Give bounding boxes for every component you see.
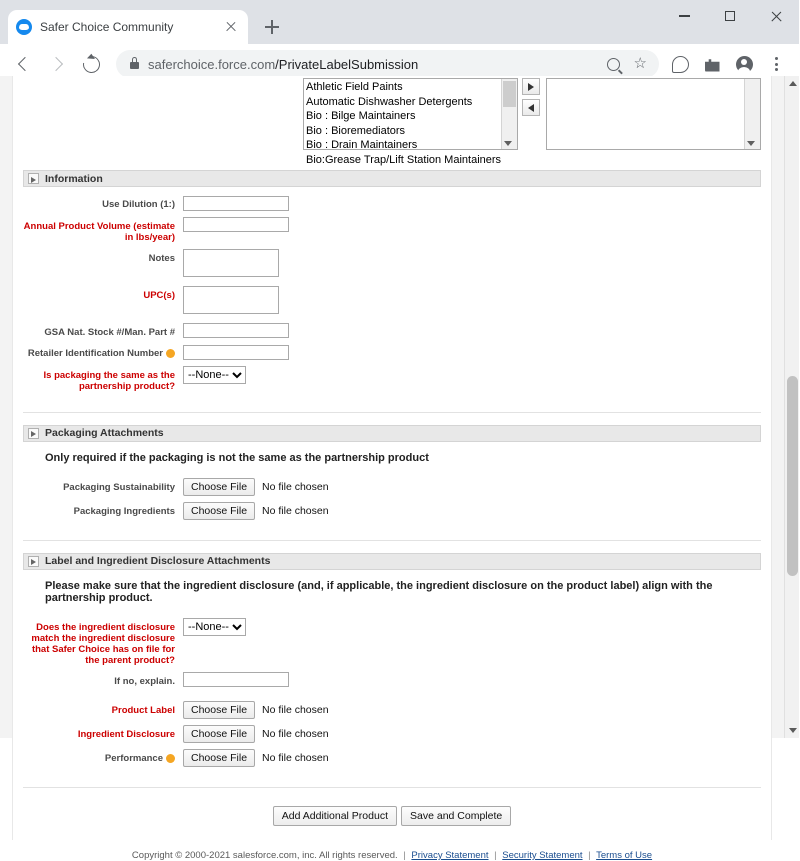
lock-icon xyxy=(130,62,139,69)
scroll-down-icon[interactable] xyxy=(747,141,755,146)
section-header-information[interactable] xyxy=(23,170,761,187)
profile-circle-icon xyxy=(672,56,689,73)
search-icon[interactable] xyxy=(607,58,620,71)
upcs-textarea[interactable] xyxy=(183,286,279,314)
move-left-icon xyxy=(528,104,534,112)
list-item[interactable]: Bio : Bioremediators xyxy=(306,124,406,137)
extensions-button[interactable] xyxy=(697,49,727,79)
list-item[interactable]: Athletic Field Paints xyxy=(306,81,403,93)
available-options-items xyxy=(304,79,517,168)
field-use-dilution xyxy=(23,195,761,211)
product-category-multiselect xyxy=(13,76,771,166)
chrome-menu-button[interactable] xyxy=(761,49,791,79)
field-gsa xyxy=(23,323,761,339)
field-disclosure-match xyxy=(23,618,761,666)
form-container xyxy=(12,76,772,840)
scrollbar-thumb[interactable] xyxy=(503,81,516,107)
use-dilution-input[interactable] xyxy=(183,196,289,211)
packaging-fields xyxy=(23,470,761,530)
packaging-note: Only required if the packaging is not the same as the partnership product xyxy=(45,451,429,464)
address-path: /PrivateLabelSubmission xyxy=(275,56,419,72)
address-text xyxy=(148,57,418,72)
extensions-puzzle-icon xyxy=(705,57,720,72)
list-item[interactable]: Bio : Bilge Maintainers xyxy=(306,110,416,123)
file-status: No file chosen xyxy=(262,504,329,517)
field-label: Ingredient Disclosure xyxy=(77,729,175,740)
profile-circle-button[interactable] xyxy=(665,49,695,79)
section-packaging-attachments xyxy=(23,425,761,530)
chrome-menu-icon xyxy=(768,56,784,72)
minimize-icon xyxy=(679,15,690,16)
retailer-id-input[interactable] xyxy=(183,345,289,360)
page-scrollbar[interactable] xyxy=(784,76,799,738)
field-label: Product Label xyxy=(111,705,175,716)
footer-separator: | xyxy=(403,850,406,861)
save-and-complete-button[interactable]: Save and Complete xyxy=(401,806,511,826)
field-packaging-same xyxy=(23,366,761,392)
add-additional-product-button[interactable]: Add Additional Product xyxy=(273,806,397,826)
scroll-up-icon xyxy=(789,81,797,86)
gsa-input[interactable] xyxy=(183,323,289,338)
list-item[interactable]: Bio : Drain Maintainers xyxy=(306,139,418,152)
address-bar[interactable] xyxy=(116,50,659,78)
file-status: No file chosen xyxy=(262,752,329,764)
forward-button[interactable] xyxy=(42,49,72,79)
section-title: Information xyxy=(45,172,103,185)
field-label-text: Retailer Identification Number xyxy=(27,348,163,359)
help-icon[interactable] xyxy=(166,349,175,358)
available-options-list[interactable] xyxy=(303,78,518,166)
field-performance xyxy=(23,749,761,767)
toolbar-right-icons xyxy=(665,49,791,79)
field-label: UPC(s) xyxy=(143,289,175,301)
field-label: Packaging Ingredients xyxy=(73,505,175,517)
if-no-explain-input[interactable] xyxy=(183,672,289,687)
field-upcs xyxy=(23,286,761,317)
scrollbar-thumb[interactable] xyxy=(787,376,798,576)
divider xyxy=(23,540,761,541)
packaging-same-select[interactable] xyxy=(183,366,246,384)
field-label-text: Performance xyxy=(104,753,163,764)
privacy-statement-link[interactable]: Privacy Statement xyxy=(411,850,489,861)
field-label: If no, explain. xyxy=(114,675,175,687)
section-information xyxy=(23,170,761,402)
choose-file-button[interactable]: Choose File xyxy=(183,725,255,743)
selected-options-list[interactable] xyxy=(546,78,761,150)
salesforce-cloud-icon xyxy=(16,19,32,35)
tab-strip xyxy=(0,0,799,44)
field-label: Packaging Sustainability xyxy=(63,481,175,493)
minimize-button[interactable] xyxy=(661,0,707,32)
window-controls xyxy=(661,0,799,32)
scroll-up-button[interactable] xyxy=(785,76,800,91)
disclosure-match-select[interactable] xyxy=(183,618,246,636)
field-ingredient-disclosure xyxy=(23,725,761,743)
list-item[interactable]: Automatic Dishwasher Detergents xyxy=(306,95,473,108)
field-label xyxy=(23,344,183,359)
account-avatar-icon xyxy=(736,56,753,73)
terms-of-use-link[interactable]: Terms of Use xyxy=(596,850,653,861)
annual-volume-input[interactable] xyxy=(183,217,289,232)
collapse-toggle-icon[interactable] xyxy=(28,428,39,439)
field-annual-volume xyxy=(23,217,761,243)
maximize-button[interactable] xyxy=(707,0,753,32)
form-action-buttons xyxy=(13,788,771,840)
section-title: Label and Ingredient Disclosure Attachments xyxy=(45,555,271,567)
choose-file-button[interactable]: Choose File xyxy=(183,478,255,496)
help-icon[interactable] xyxy=(166,754,175,763)
field-packaging-sustainability xyxy=(23,478,761,496)
scroll-down-icon xyxy=(789,728,797,733)
scroll-down-button[interactable] xyxy=(785,723,800,738)
account-button[interactable] xyxy=(729,49,759,79)
tab-title: Safer Choice Community xyxy=(40,20,174,34)
close-tab-icon[interactable] xyxy=(222,18,240,36)
footer-separator: | xyxy=(494,850,497,861)
field-label: Is packaging the same as the partnership product? xyxy=(43,369,175,392)
field-retailer-id xyxy=(23,344,761,360)
selected-list-scrollbar[interactable] xyxy=(744,79,760,149)
file-status: No file chosen xyxy=(262,704,329,716)
information-fields xyxy=(23,187,761,402)
copyright-text: Copyright © 2000-2021 salesforce.com, inc. All rights reserved. xyxy=(131,850,398,861)
disclosure-note: Please make sure that the ingredient disclosure (and, if applicable, the ingredient disclosure on the product label) align with the partnership product. xyxy=(45,579,713,604)
security-statement-link[interactable]: Security Statement xyxy=(502,850,583,861)
field-label: Use Dilution (1:) xyxy=(102,199,175,210)
section-title: Packaging Attachments xyxy=(45,427,164,439)
notes-textarea[interactable] xyxy=(183,249,279,277)
file-status: No file chosen xyxy=(262,480,329,493)
field-label: Does the ingredient disclosure match the ingredient disclosure that Safer Choice has on file for the parent product? xyxy=(31,621,175,666)
address-domain: saferchoice.force.com xyxy=(148,56,276,72)
section-header-label-disclosure[interactable] xyxy=(23,553,761,570)
list-scrollbar[interactable] xyxy=(501,79,517,149)
collapse-toggle-icon[interactable] xyxy=(28,556,39,567)
file-status: No file chosen xyxy=(262,728,329,740)
field-label: GSA Nat. Stock #/Man. Part # xyxy=(44,326,175,338)
choose-file-button[interactable]: Choose File xyxy=(183,502,255,520)
web-page xyxy=(0,76,784,861)
field-label: Notes xyxy=(148,252,175,264)
move-right-icon xyxy=(528,83,534,91)
add-option-button[interactable] xyxy=(522,78,540,95)
choose-file-button[interactable]: Choose File xyxy=(183,701,255,719)
label-disclosure-fields xyxy=(23,610,761,778)
close-window-icon xyxy=(770,10,782,22)
field-product-label xyxy=(23,701,761,719)
back-button[interactable] xyxy=(8,49,38,79)
close-window-button[interactable] xyxy=(753,0,799,32)
field-label xyxy=(23,749,183,764)
field-notes xyxy=(23,249,761,280)
reload-button[interactable] xyxy=(76,49,106,79)
star-icon[interactable]: ☆ xyxy=(633,55,647,72)
back-arrow-icon xyxy=(17,57,31,71)
multiselect-buttons xyxy=(518,78,546,116)
browser-tab[interactable] xyxy=(8,10,248,44)
page-viewport xyxy=(0,76,799,861)
field-if-no-explain xyxy=(23,672,761,688)
choose-file-button[interactable]: Choose File xyxy=(183,749,255,767)
collapse-toggle-icon[interactable] xyxy=(28,173,39,184)
page-footer xyxy=(0,840,784,861)
section-label-disclosure xyxy=(23,553,761,778)
field-label: Annual Product Volume (estimate in lbs/year) xyxy=(23,220,175,243)
new-tab-button[interactable] xyxy=(258,13,286,41)
scroll-down-icon[interactable] xyxy=(504,141,512,146)
remove-option-button[interactable] xyxy=(522,99,540,116)
field-packaging-ingredients xyxy=(23,502,761,520)
forward-arrow-icon xyxy=(48,57,62,71)
maximize-icon xyxy=(725,11,735,21)
divider xyxy=(23,412,761,413)
footer-separator: | xyxy=(588,850,591,861)
reload-icon xyxy=(79,52,103,76)
section-header-packaging-attachments[interactable] xyxy=(23,425,761,442)
list-item[interactable]: Bio:Grease Trap/Lift Station Maintainers xyxy=(306,153,502,166)
